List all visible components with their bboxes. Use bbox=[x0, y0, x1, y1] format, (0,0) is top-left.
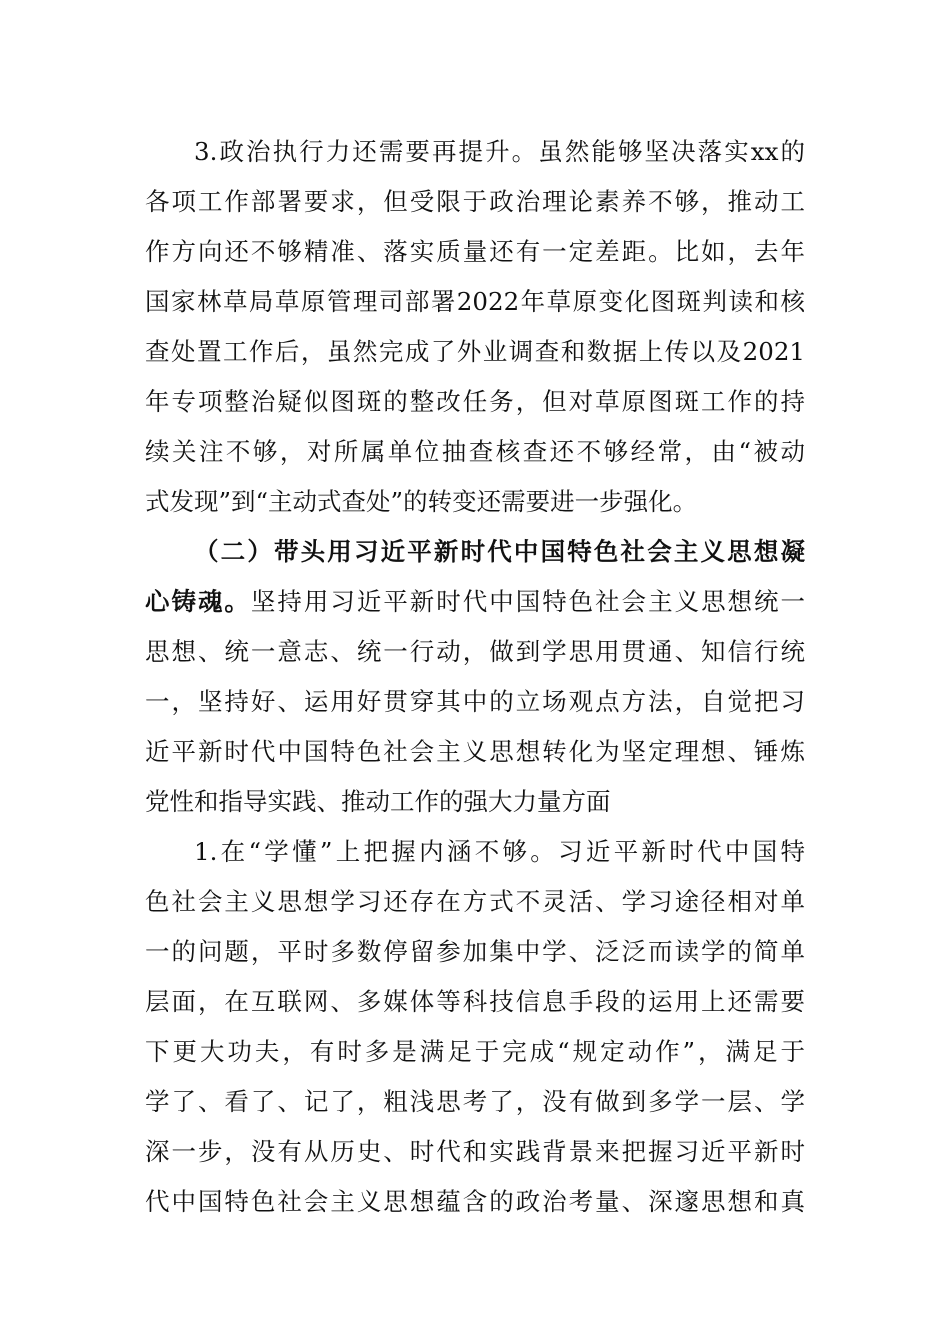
paragraph-1-line-8: 式发现”到“主动式查处”的转变还需要进一步强化。 bbox=[145, 487, 698, 516]
paragraph-3-line-4: 层面，在互联网、多媒体等科技信息手段的运用上还需要 bbox=[145, 987, 805, 1016]
paragraph-1-line-4: 国家林草局草原管理司部署2022年草原变化图斑判读和核 bbox=[145, 287, 805, 316]
section-heading-line-1: （二）带头用习近平新时代中国特色社会主义思想凝 bbox=[194, 537, 805, 566]
paragraph-1-line-3: 作方向还不够精准、落实质量还有一定差距。比如，去年 bbox=[145, 237, 805, 266]
paragraph-3-line-6: 学了、看了、记了，粗浅思考了，没有做到多学一层、学 bbox=[145, 1087, 805, 1116]
paragraph-1-line-1: 3.政治执行力还需要再提升。虽然能够坚决落实xx的 bbox=[194, 137, 805, 166]
paragraph-2-line-3: 一，坚持好、运用好贯穿其中的立场观点方法，自觉把习 bbox=[145, 687, 805, 716]
paragraph-3-line-7: 深一步，没有从历史、时代和实践背景来把握习近平新时 bbox=[145, 1137, 805, 1166]
section-heading-line-2 bbox=[145, 578, 805, 626]
paragraph-1-line-2: 各项工作部署要求，但受限于政治理论素养不够，推动工 bbox=[145, 187, 805, 216]
paragraph-2-line-4: 近平新时代中国特色社会主义思想转化为坚定理想、锤炼 bbox=[145, 737, 805, 766]
paragraph-3-line-1: 1.在“学懂”上把握内涵不够。习近平新时代中国特 bbox=[194, 837, 805, 866]
paragraph-2-line-1: 坚持用习近平新时代中国特色社会主义思想统一 bbox=[250, 587, 805, 616]
paragraph-3-line-3: 一的问题，平时多数停留参加集中学、泛泛而读学的简单 bbox=[145, 937, 805, 966]
paragraph-1-line-5: 查处置工作后，虽然完成了外业调查和数据上传以及2021 bbox=[145, 337, 805, 366]
paragraph-2-line-5: 党性和指导实践、推动工作的强大力量方面 bbox=[145, 787, 611, 816]
paragraph-3-line-5: 下更大功夫，有时多是满足于完成“规定动作”，满足于 bbox=[145, 1037, 805, 1066]
paragraph-1-line-6: 年专项整治疑似图斑的整改任务，但对草原图斑工作的持 bbox=[145, 387, 805, 416]
section-heading-tail: 心铸魂。 bbox=[145, 587, 251, 616]
paragraph-3-line-2: 色社会主义思想学习还存在方式不灵活、学习途径相对单 bbox=[145, 887, 805, 916]
paragraph-2-line-2: 思想、统一意志、统一行动，做到学思用贯通、知信行统 bbox=[145, 637, 805, 666]
paragraph-1-line-7: 续关注不够，对所属单位抽查核查还不够经常，由“被动 bbox=[145, 437, 805, 466]
paragraph-3-line-8: 代中国特色社会主义思想蕴含的政治考量、深邃思想和真 bbox=[145, 1187, 805, 1216]
